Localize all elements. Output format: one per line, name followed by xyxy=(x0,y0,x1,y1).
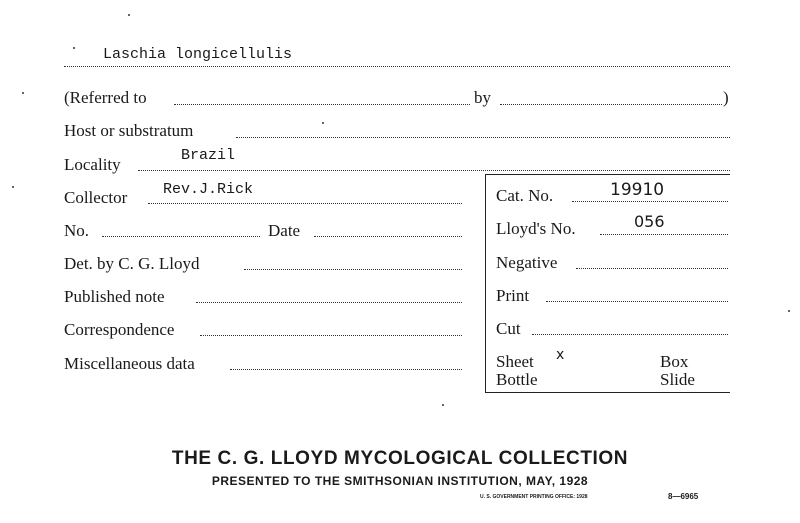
speck xyxy=(73,47,75,49)
species-name: Laschia longicellulis xyxy=(103,46,293,63)
sheet-mark: x xyxy=(556,347,565,363)
by-label: by xyxy=(474,88,491,107)
bottle-label: Bottle xyxy=(496,370,538,389)
lloyd-no-value: 056 xyxy=(634,212,665,231)
by-line xyxy=(500,104,722,105)
referred-to-label: (Referred to xyxy=(64,88,147,107)
cat-no-line xyxy=(572,201,728,202)
print-label: Print xyxy=(496,286,530,305)
det-label: Det. by C. G. Lloyd xyxy=(64,254,200,273)
speck xyxy=(322,122,324,124)
no-label: No. xyxy=(64,221,90,240)
negative-label: Negative xyxy=(496,253,558,272)
speck xyxy=(442,404,444,406)
speck xyxy=(12,186,14,188)
lloyd-no-line xyxy=(600,234,728,235)
collector-value: Rev.J.Rick xyxy=(163,181,254,198)
det-line xyxy=(244,269,462,270)
cat-no-value: 19910 xyxy=(610,180,665,200)
footer-title: THE C. G. LLOYD MYCOLOGICAL COLLECTION xyxy=(171,448,629,469)
footer-subtitle: PRESENTED TO THE SMITHSONIAN INSTITUTION, MAY, 1928 xyxy=(211,474,589,488)
host-label: Host or substratum xyxy=(64,121,194,140)
cut-line xyxy=(532,334,728,335)
box-left-border xyxy=(485,174,486,392)
box-label: Box xyxy=(660,352,689,371)
form-code: 8—6965 xyxy=(668,492,699,501)
cat-no-label: Cat. No. xyxy=(496,186,554,205)
speck xyxy=(788,310,790,312)
printing-office: U. S. GOVERNMENT PRINTING OFFICE: 1928 xyxy=(480,494,588,500)
collector-line xyxy=(148,203,462,204)
published-line xyxy=(196,302,462,303)
misc-label: Miscellaneous data xyxy=(64,354,195,373)
close-paren: ) xyxy=(723,88,729,107)
published-label: Published note xyxy=(64,287,165,306)
print-line xyxy=(546,301,728,302)
locality-value: Brazil xyxy=(181,147,236,164)
lloyd-no-label: Lloyd's No. xyxy=(496,219,576,238)
negative-line xyxy=(576,268,728,269)
sheet-label: Sheet xyxy=(496,352,534,371)
date-line xyxy=(314,236,462,237)
box-top-border xyxy=(485,174,730,175)
misc-line xyxy=(230,369,462,370)
date-label: Date xyxy=(268,221,301,240)
cut-label: Cut xyxy=(496,319,521,338)
locality-line xyxy=(138,170,730,171)
speck xyxy=(128,14,130,16)
box-bottom-border xyxy=(485,392,730,393)
host-line xyxy=(236,137,730,138)
slide-label: Slide xyxy=(660,370,695,389)
correspondence-line xyxy=(200,335,462,336)
locality-label: Locality xyxy=(64,155,121,174)
no-line xyxy=(102,236,260,237)
collector-label: Collector xyxy=(64,188,128,207)
referred-to-line xyxy=(174,104,470,105)
correspondence-label: Correspondence xyxy=(64,320,175,339)
speck xyxy=(22,92,24,94)
species-line xyxy=(64,66,730,67)
